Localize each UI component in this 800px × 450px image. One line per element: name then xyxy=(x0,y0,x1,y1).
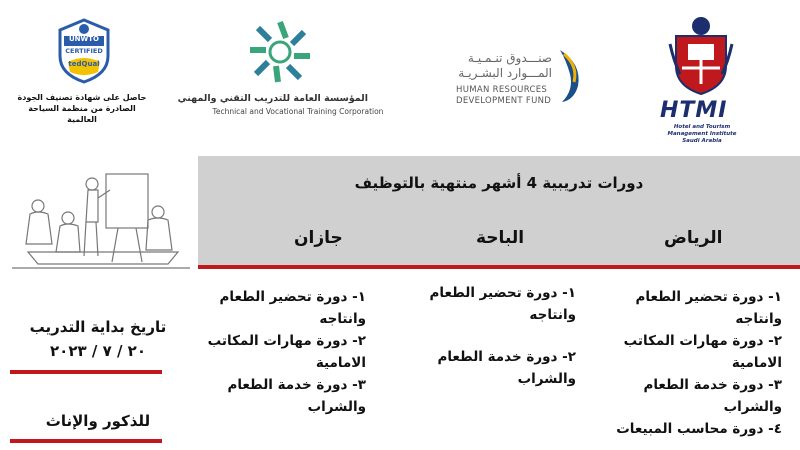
city-riyadh: الرياض xyxy=(664,228,723,248)
hrdf-name-ar-1: صنـــدوق تنـمـيـة xyxy=(467,51,552,65)
start-date-divider xyxy=(10,370,162,374)
list-item: ٢- دورة مهارات المكاتب الامامية xyxy=(623,333,782,371)
htmi-crest-logo xyxy=(668,14,734,96)
courses-header-panel xyxy=(198,156,800,266)
hrdf-name-en-2: DEVELOPMENT FUND xyxy=(456,96,552,106)
panel-divider xyxy=(198,265,800,269)
header-logos xyxy=(0,0,800,150)
start-date-label: تاريخ بداية التدريب xyxy=(29,318,167,336)
panel-title: دورات تدريبية 4 أشهر منتهية بالتوظيف xyxy=(354,174,644,192)
meeting-line-illustration xyxy=(8,160,194,272)
course-list-baha xyxy=(416,282,576,390)
list-item: ١- دورة تحضير الطعام وانتاجه xyxy=(635,289,782,327)
audience-divider xyxy=(10,439,162,443)
start-date-value: ٢٠ / ٧ / ٢٠٢٣ xyxy=(50,342,146,360)
course-list-riyadh xyxy=(612,286,782,440)
course-list-jazan xyxy=(196,286,366,418)
tvtc-star-logo xyxy=(246,18,314,86)
htmi-subtitle-3: Saudi Arabia xyxy=(682,138,722,144)
hrdf-swoosh-logo xyxy=(556,46,586,104)
list-item: ٢- دورة مهارات المكاتب الامامية xyxy=(207,333,366,371)
audience-label: للذكور والإناث xyxy=(45,412,151,430)
list-item: ٤- دورة محاسب المبيعات xyxy=(616,421,782,437)
htmi-subtitle-1: Hotel and Tourism xyxy=(673,124,731,130)
city-baha: الباحة xyxy=(476,228,525,248)
htmi-subtitle-2: Management Institute xyxy=(667,131,737,137)
tedqual-word: tedQual xyxy=(68,60,100,68)
city-jazan: جازان xyxy=(294,228,343,248)
list-item: ٣- دورة خدمة الطعام والشراب xyxy=(227,377,366,415)
list-item: ٣- دورة خدمة الطعام والشراب xyxy=(643,377,782,415)
hrdf-name-en-1: HUMAN RESOURCES xyxy=(456,85,548,95)
list-item: ١- دورة تحضير الطعام وانتاجه xyxy=(219,289,366,327)
unwto-badge-word: UNWTO xyxy=(69,35,99,43)
htmi-wordmark: HTMI xyxy=(660,98,728,123)
tvtc-name-en: Technical and Vocational Training Corporation xyxy=(212,107,384,116)
hrdf-name-ar-2: المـــوارد البشـريـة xyxy=(458,66,552,80)
unwto-caption: حاصل على شهادة تصنيف الجودة الصادرة من منظمة السياحة العالمية xyxy=(17,93,147,124)
list-item: ٢- دورة خدمة الطعام والشراب xyxy=(437,349,576,387)
unwto-certified-word: CERTIFIED xyxy=(65,47,103,55)
tvtc-name-ar: المؤسسة العامة للتدريب التقني والمهني xyxy=(177,93,368,104)
list-item: ١- دورة تحضير الطعام وانتاجه xyxy=(429,285,576,323)
